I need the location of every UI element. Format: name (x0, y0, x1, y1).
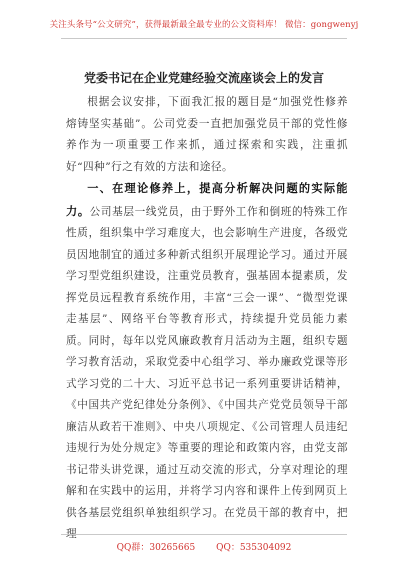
qq-group-number: QQ群：30265665 (116, 543, 196, 553)
document-body (66, 92, 348, 546)
section-1-text: 公司基层一线党员，由于野外工作和倒班的特殊工作性质，组织集中学习难度大，也会影响生产进度，各级党员因地制宜的通过多种新式组织开展理论学习。通过开展学习型党组织建设，注重党员教育，强基固本提素质，发挥党员远程教育系统作用，丰富“三会一课”、“微型党课走基层”、网络平台等教育形式，持续提升党员能力素质。同时，每年以党风廉政教育月活动为主题，组织专题学习教育活动，采取党委中心组学习、举办廉政党课等形式学习党的二十大、习近平总书记一系列重要讲话精神，《中国共产党纪律处分条例》、《中国共产党党员领导干部廉洁从政若干准则》、中央八项规定、《公司管理人员违纪违规行为处分规定》等重要的理论和政策内容，由党支部书记带头讲党课，通过互动交流的形式，分享对理论的理解和在实践中的运用，并将学习内容和课件上传到网页上供各基层党组织单独组织学习。在党员干部的教育中，把理 (66, 205, 348, 540)
footer-divider (61, 534, 347, 535)
footer (0, 540, 408, 553)
qq-number: QQ：535304092 (216, 543, 292, 553)
intro-paragraph: 根据会议安排，下面我汇报的题目是“加强党性修养熔铸坚实基础”。公司党委一直把加强党员干部的党性修养作为一项重要工作来抓，通过探索和实践，注重抓好“四种”行之有效的方法和途径。 (66, 96, 348, 173)
promo-banner: 关注头条号“公文研究”，获得最新最全最专业的公文资料库！ 微信：gongwenyj (49, 20, 359, 30)
document-title: 党委书记在企业党建经验交流座谈会上的发言 (83, 71, 324, 85)
header-divider (61, 38, 347, 39)
section-1-paragraph (66, 178, 348, 546)
section-1-heading: 一、在理论修养上，提高分析解决问题的实际能力。 (66, 181, 348, 218)
